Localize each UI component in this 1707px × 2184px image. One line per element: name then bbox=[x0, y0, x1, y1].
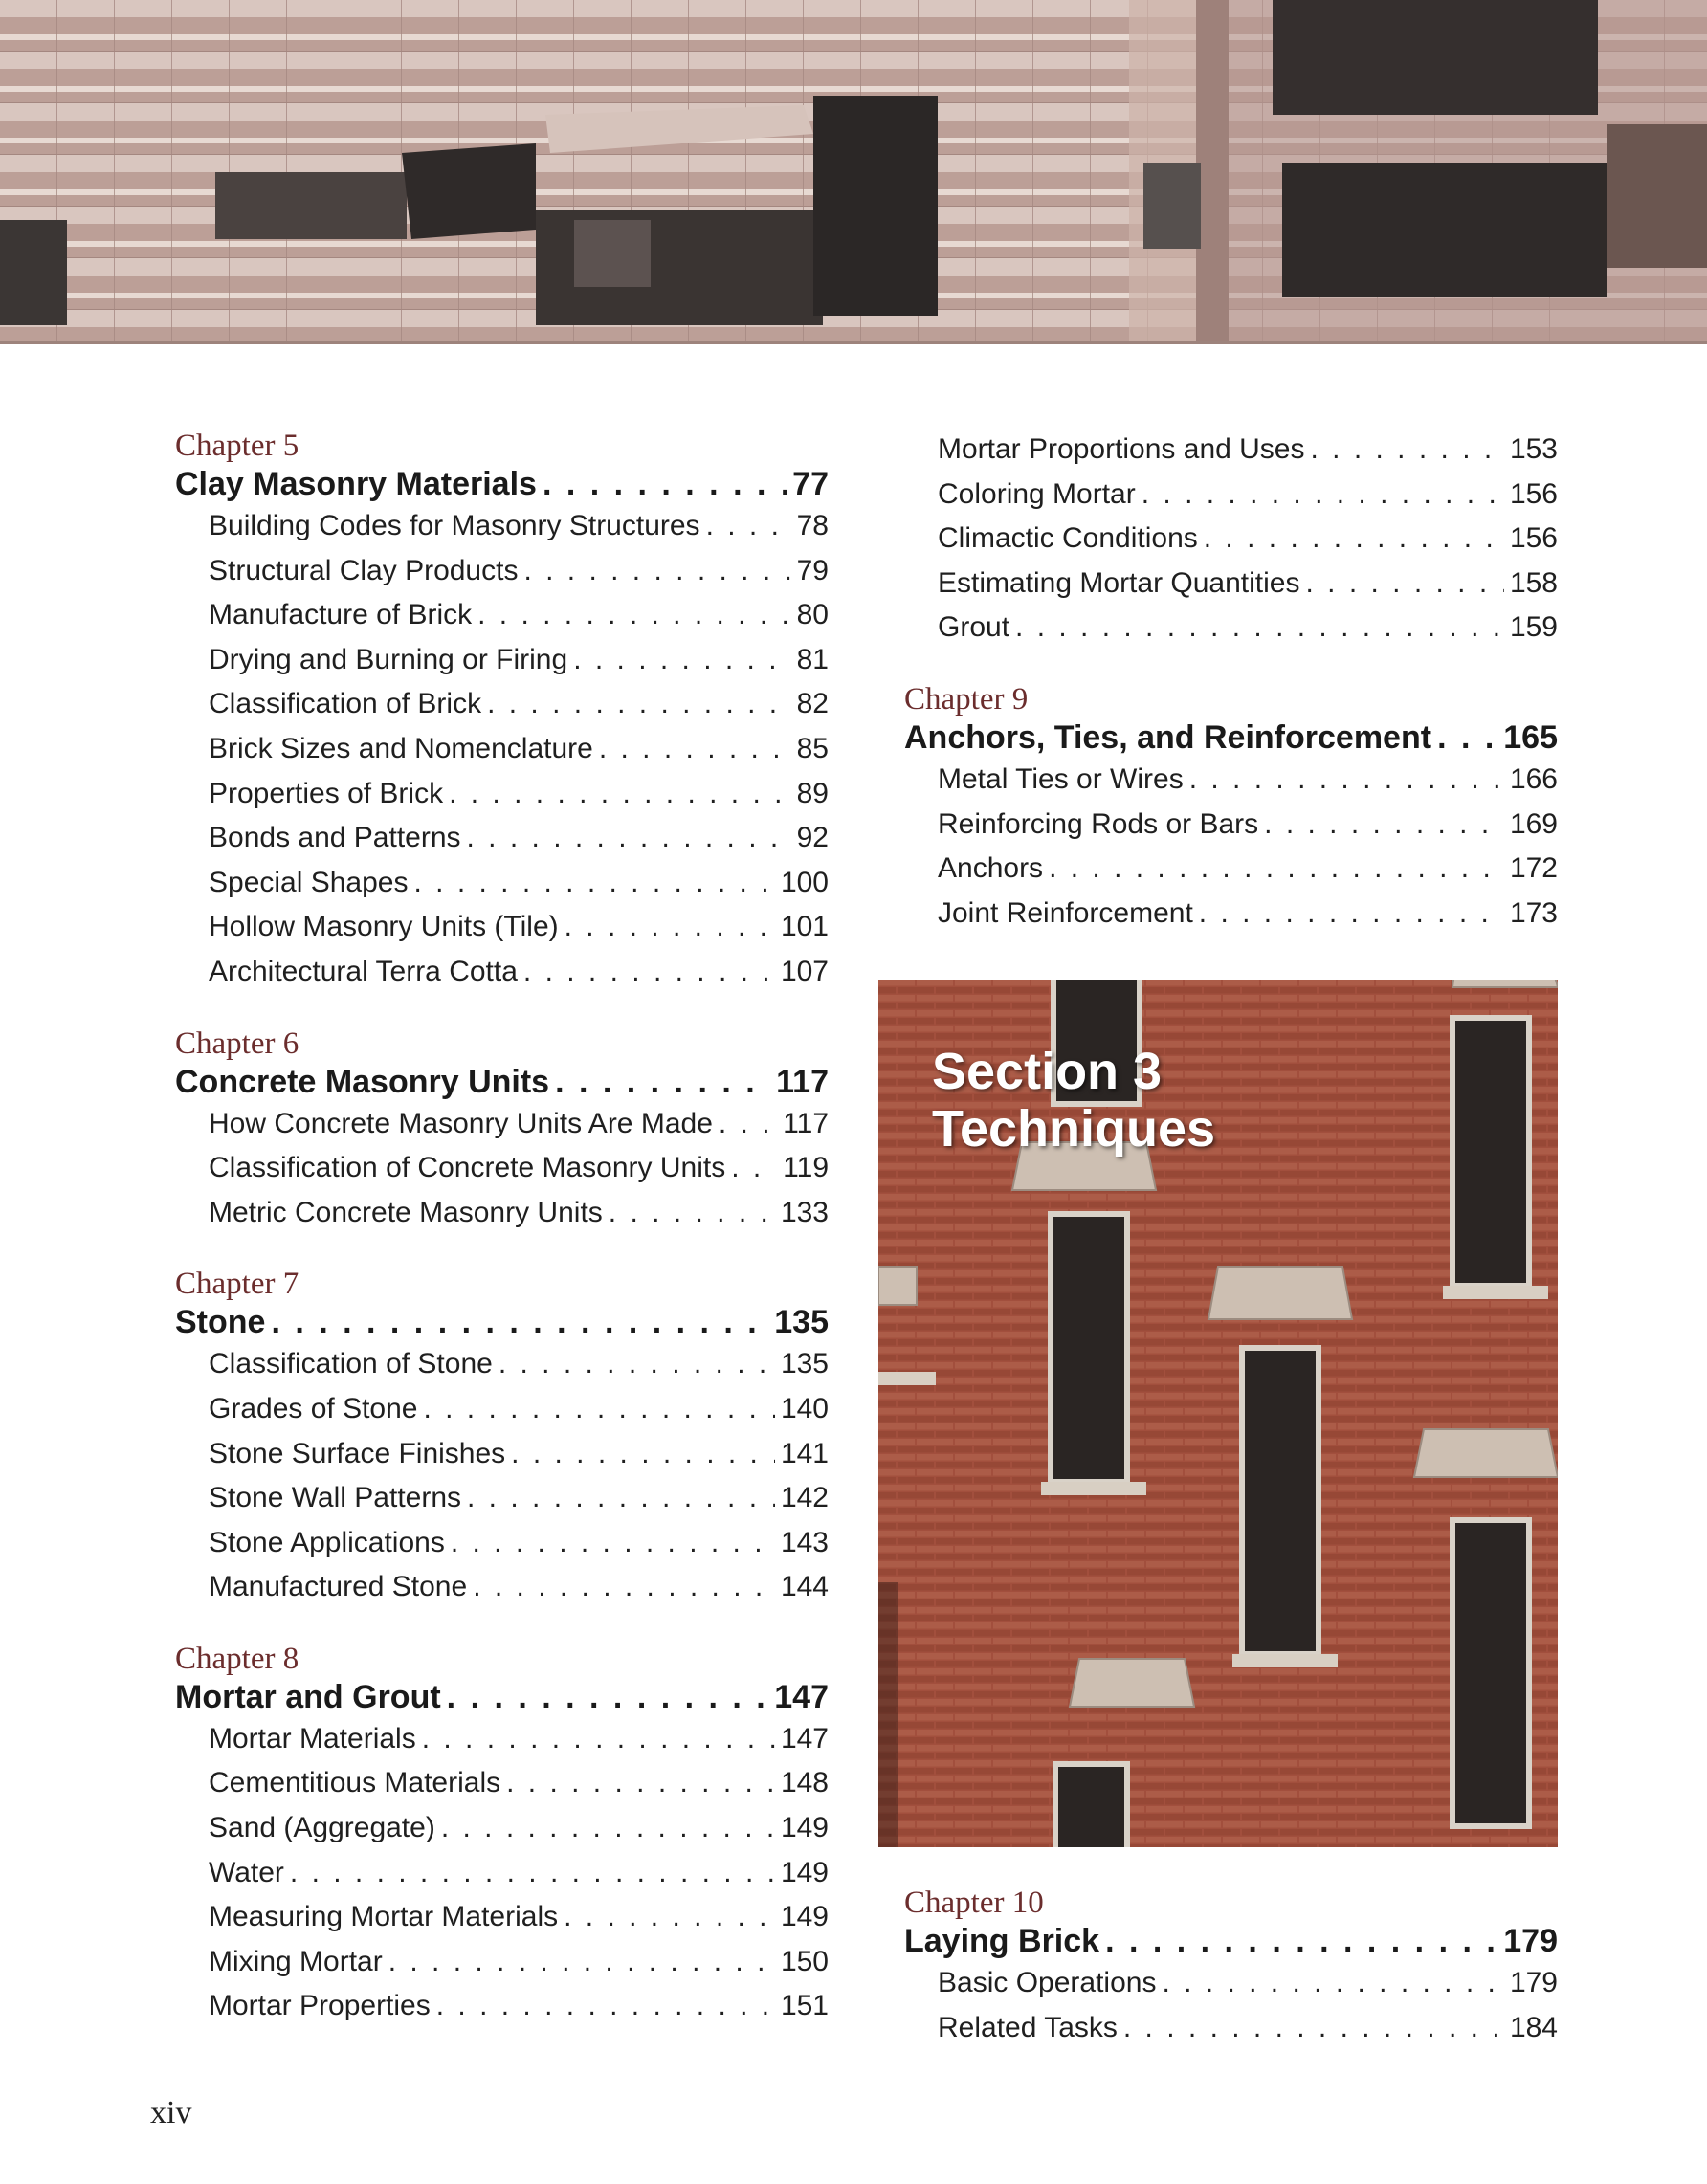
page-number: 119 bbox=[783, 1152, 829, 1184]
page-number: 101 bbox=[780, 911, 829, 943]
page-number: 81 bbox=[796, 643, 829, 675]
entry-title: Cementitious Materials bbox=[209, 1767, 501, 1799]
dot-leader bbox=[487, 682, 791, 727]
toc-entry[interactable] bbox=[175, 905, 829, 950]
dot-leader bbox=[609, 1191, 775, 1236]
page-number: 179 bbox=[1503, 1923, 1558, 1959]
dot-leader bbox=[1264, 803, 1504, 848]
toc-entry[interactable] bbox=[175, 861, 829, 906]
dot-leader bbox=[449, 772, 791, 817]
chapter-title: Mortar and Grout bbox=[175, 1678, 441, 1715]
page-number: 80 bbox=[796, 599, 829, 631]
toc-entry[interactable] bbox=[175, 1940, 829, 1985]
entry-title: Estimating Mortar Quantities bbox=[938, 566, 1300, 599]
page-number: 89 bbox=[796, 777, 829, 809]
dot-leader bbox=[436, 1984, 775, 2029]
toc-entry[interactable] bbox=[175, 1851, 829, 1896]
toc-entry[interactable] bbox=[175, 1191, 829, 1236]
dot-leader bbox=[467, 816, 791, 861]
toc-entry[interactable] bbox=[175, 727, 829, 772]
toc-entry[interactable] bbox=[904, 562, 1558, 607]
page-number: 144 bbox=[780, 1571, 829, 1603]
section-divider-photo bbox=[878, 980, 1558, 1847]
chapter-title-entry[interactable] bbox=[175, 1302, 829, 1342]
dot-leader bbox=[511, 1432, 775, 1477]
entry-title: Related Tasks bbox=[938, 2011, 1118, 2043]
toc-entry[interactable] bbox=[904, 517, 1558, 562]
entry-title: Metal Ties or Wires bbox=[938, 762, 1184, 795]
dot-leader bbox=[1311, 428, 1504, 473]
entry-title: Grout bbox=[938, 611, 1010, 644]
chapter-title: Anchors, Ties, and Reinforcement bbox=[904, 718, 1432, 756]
entry-title: Mortar Proportions and Uses bbox=[938, 433, 1305, 465]
page-number: 82 bbox=[796, 688, 829, 720]
toc-entry[interactable] bbox=[175, 1761, 829, 1806]
chapter-title: Stone bbox=[175, 1304, 266, 1341]
building-facade-image bbox=[0, 0, 1707, 344]
page-number: 78 bbox=[796, 510, 829, 541]
chapter-label: Chapter 9 bbox=[904, 681, 1029, 717]
page-number: 107 bbox=[780, 955, 829, 987]
toc-right-column bbox=[904, 428, 1558, 966]
dot-leader bbox=[499, 1342, 775, 1387]
dot-leader bbox=[467, 1476, 775, 1521]
chapter-label: Chapter 10 bbox=[904, 1886, 1044, 1920]
dot-leader bbox=[599, 727, 791, 772]
page-folio: xiv bbox=[150, 2095, 192, 2130]
chapter-8 bbox=[175, 1641, 829, 2029]
entry-title: Properties of Brick bbox=[209, 777, 444, 809]
dot-leader bbox=[564, 1895, 775, 1940]
dot-leader bbox=[1199, 892, 1504, 937]
dot-leader bbox=[477, 593, 791, 638]
page-number: 141 bbox=[780, 1437, 829, 1469]
page-number: 173 bbox=[1509, 896, 1558, 929]
page-number: 143 bbox=[780, 1526, 829, 1558]
dot-leader bbox=[413, 861, 774, 906]
section-heading bbox=[932, 1043, 1215, 1158]
page-number: 153 bbox=[1509, 433, 1558, 465]
entry-title: Mortar Materials bbox=[209, 1722, 416, 1754]
entry-title: Anchors bbox=[938, 852, 1044, 885]
entry-title: Metric Concrete Masonry Units bbox=[209, 1196, 603, 1228]
toc-entry[interactable] bbox=[175, 816, 829, 861]
entry-title: Classification of Brick bbox=[209, 688, 482, 720]
toc-entry[interactable] bbox=[904, 892, 1558, 937]
page-number: 85 bbox=[796, 732, 829, 764]
entry-title: Building Codes for Masonry Structures bbox=[209, 510, 700, 541]
chapter-title: Laying Brick bbox=[904, 1923, 1100, 1959]
page-number: 158 bbox=[1509, 566, 1558, 599]
page-number: 149 bbox=[780, 1856, 829, 1888]
entry-title: Special Shapes bbox=[209, 866, 409, 898]
entry-title: Architectural Terra Cotta bbox=[209, 955, 518, 987]
dot-leader bbox=[447, 1677, 769, 1717]
page-number: 148 bbox=[780, 1767, 829, 1799]
dot-leader bbox=[1123, 2006, 1504, 2051]
page-number: 149 bbox=[780, 1901, 829, 1933]
entry-title: Manufactured Stone bbox=[209, 1571, 468, 1603]
dot-leader bbox=[523, 549, 790, 594]
toc-entry[interactable] bbox=[904, 758, 1558, 803]
page-number: 151 bbox=[780, 1990, 829, 2022]
toc-entry[interactable] bbox=[175, 1806, 829, 1851]
toc-entry[interactable] bbox=[175, 1565, 829, 1610]
toc-entry[interactable] bbox=[904, 1961, 1558, 2006]
page-number: 147 bbox=[780, 1722, 829, 1754]
chapter-title-entry[interactable] bbox=[175, 464, 829, 504]
toc-entry[interactable] bbox=[175, 682, 829, 727]
toc-entry[interactable] bbox=[175, 638, 829, 683]
toc-entry[interactable] bbox=[175, 1342, 829, 1387]
entry-title: Basic Operations bbox=[938, 1967, 1157, 1998]
chapter-title: Concrete Masonry Units bbox=[175, 1063, 550, 1100]
toc-entry[interactable] bbox=[175, 1476, 829, 1521]
chapter-label: Chapter 7 bbox=[175, 1267, 299, 1302]
toc-entry[interactable] bbox=[175, 950, 829, 995]
toc-entry[interactable] bbox=[904, 847, 1558, 892]
entry-title: How Concrete Masonry Units Are Made bbox=[209, 1107, 713, 1139]
dot-leader bbox=[473, 1565, 775, 1610]
chapter-label: Chapter 5 bbox=[175, 429, 299, 463]
chapter-6 bbox=[175, 1026, 829, 1236]
page-number: 179 bbox=[1509, 1967, 1558, 1998]
chapter-9 bbox=[904, 681, 1558, 936]
toc-entry[interactable] bbox=[175, 1984, 829, 2029]
entry-title: Coloring Mortar bbox=[938, 477, 1136, 510]
toc-entry[interactable] bbox=[175, 504, 829, 549]
toc-entry[interactable] bbox=[175, 772, 829, 817]
toc-entry[interactable] bbox=[175, 1146, 829, 1191]
toc-entry[interactable] bbox=[175, 1717, 829, 1762]
page-number: 156 bbox=[1509, 522, 1558, 555]
dot-leader bbox=[1015, 606, 1504, 651]
chapter-7 bbox=[175, 1266, 829, 1610]
dot-leader bbox=[719, 1102, 777, 1147]
page-number: 77 bbox=[792, 466, 829, 502]
toc-entry[interactable] bbox=[175, 1432, 829, 1477]
dot-leader bbox=[555, 1062, 770, 1102]
dot-leader bbox=[423, 1387, 774, 1432]
dot-leader bbox=[451, 1521, 775, 1566]
entry-title: Structural Clay Products bbox=[209, 554, 519, 586]
dot-leader bbox=[1437, 717, 1497, 758]
entry-title: Stone Surface Finishes bbox=[209, 1437, 506, 1469]
dot-leader bbox=[441, 1806, 775, 1851]
entry-title: Climactic Conditions bbox=[938, 522, 1198, 555]
entry-title: Reinforcing Rods or Bars bbox=[938, 807, 1259, 840]
toc-entry[interactable] bbox=[175, 1387, 829, 1432]
entry-title: Brick Sizes and Nomenclature bbox=[209, 732, 593, 764]
page-number: 172 bbox=[1509, 852, 1558, 885]
page-number: 140 bbox=[780, 1392, 829, 1424]
page-number: 159 bbox=[1509, 611, 1558, 644]
entry-title: Bonds and Patterns bbox=[209, 822, 461, 854]
dot-leader bbox=[290, 1851, 775, 1896]
chapter-10 bbox=[904, 1885, 1558, 2050]
page-number: 166 bbox=[1509, 762, 1558, 795]
entry-title: Water bbox=[209, 1856, 284, 1888]
dot-leader bbox=[543, 464, 787, 504]
dot-leader bbox=[565, 905, 775, 950]
entry-title: Stone Applications bbox=[209, 1526, 445, 1558]
dot-leader bbox=[271, 1302, 768, 1342]
chapter-title-entry[interactable] bbox=[904, 717, 1558, 758]
page-number: 92 bbox=[796, 822, 829, 854]
page-number: 133 bbox=[780, 1196, 829, 1228]
entry-title: Hollow Masonry Units (Tile) bbox=[209, 911, 559, 943]
dot-leader bbox=[388, 1940, 775, 1985]
page-number: 117 bbox=[783, 1107, 829, 1139]
chapter-title-entry[interactable] bbox=[904, 1921, 1558, 1961]
chapter-title-entry[interactable] bbox=[175, 1062, 829, 1102]
page-number: 169 bbox=[1509, 807, 1558, 840]
toc-entry[interactable] bbox=[904, 473, 1558, 518]
dot-leader bbox=[1142, 473, 1504, 518]
dot-leader bbox=[1305, 562, 1503, 607]
dot-leader bbox=[731, 1146, 777, 1191]
dot-leader bbox=[1049, 847, 1504, 892]
chapter-5 bbox=[175, 428, 829, 995]
section-title: Techniques bbox=[932, 1100, 1216, 1158]
page-number: 142 bbox=[780, 1482, 829, 1514]
page-number: 165 bbox=[1503, 718, 1558, 756]
toc-entry[interactable] bbox=[175, 1895, 829, 1940]
chapter-8-continued bbox=[904, 428, 1558, 651]
dot-leader bbox=[1162, 1961, 1503, 2006]
dot-leader bbox=[1204, 517, 1504, 562]
dot-leader bbox=[706, 504, 791, 549]
entry-title: Measuring Mortar Materials bbox=[209, 1901, 559, 1933]
toc-left-column bbox=[175, 428, 829, 2060]
entry-title: Mixing Mortar bbox=[209, 1945, 383, 1977]
dot-leader bbox=[506, 1761, 775, 1806]
toc-entry[interactable] bbox=[904, 2006, 1558, 2051]
toc-entry[interactable] bbox=[904, 606, 1558, 651]
page-number: 150 bbox=[780, 1945, 829, 1977]
dot-leader bbox=[1105, 1921, 1497, 1961]
dot-leader bbox=[1189, 758, 1504, 803]
entry-title: Grades of Stone bbox=[209, 1392, 418, 1424]
entry-title: Classification of Concrete Masonry Units bbox=[209, 1152, 726, 1184]
dot-leader bbox=[523, 950, 775, 995]
toc-entry[interactable] bbox=[175, 1102, 829, 1147]
entry-title: Mortar Properties bbox=[209, 1990, 431, 2022]
toc-entry[interactable] bbox=[175, 593, 829, 638]
page-number: 135 bbox=[780, 1348, 829, 1380]
dot-leader bbox=[573, 638, 790, 683]
page-number: 149 bbox=[780, 1812, 829, 1844]
entry-title: Classification of Stone bbox=[209, 1348, 493, 1380]
entry-title: Sand (Aggregate) bbox=[209, 1812, 435, 1844]
page-number: 184 bbox=[1509, 2011, 1558, 2043]
page-number: 156 bbox=[1509, 477, 1558, 510]
page-number: 135 bbox=[774, 1304, 829, 1341]
banner-photo bbox=[0, 0, 1707, 344]
toc-entry[interactable] bbox=[175, 549, 829, 594]
entry-title: Drying and Burning or Firing bbox=[209, 643, 568, 675]
page-number: 79 bbox=[796, 554, 829, 586]
page-number: 100 bbox=[780, 866, 829, 898]
chapter-label: Chapter 6 bbox=[175, 1026, 299, 1061]
chapter-title-entry[interactable] bbox=[175, 1677, 829, 1717]
toc-entry[interactable] bbox=[904, 803, 1558, 848]
page-number: 147 bbox=[774, 1678, 829, 1715]
chapter-label: Chapter 8 bbox=[175, 1641, 299, 1676]
entry-title: Manufacture of Brick bbox=[209, 599, 473, 631]
chapter-title: Clay Masonry Materials bbox=[175, 466, 537, 502]
dot-leader bbox=[422, 1717, 775, 1762]
section-number: Section 3 bbox=[932, 1043, 1163, 1100]
toc-entry[interactable] bbox=[175, 1521, 829, 1566]
toc-entry[interactable] bbox=[904, 428, 1558, 473]
entry-title: Joint Reinforcement bbox=[938, 896, 1193, 929]
entry-title: Stone Wall Patterns bbox=[209, 1482, 462, 1514]
page-number: 117 bbox=[776, 1063, 829, 1100]
